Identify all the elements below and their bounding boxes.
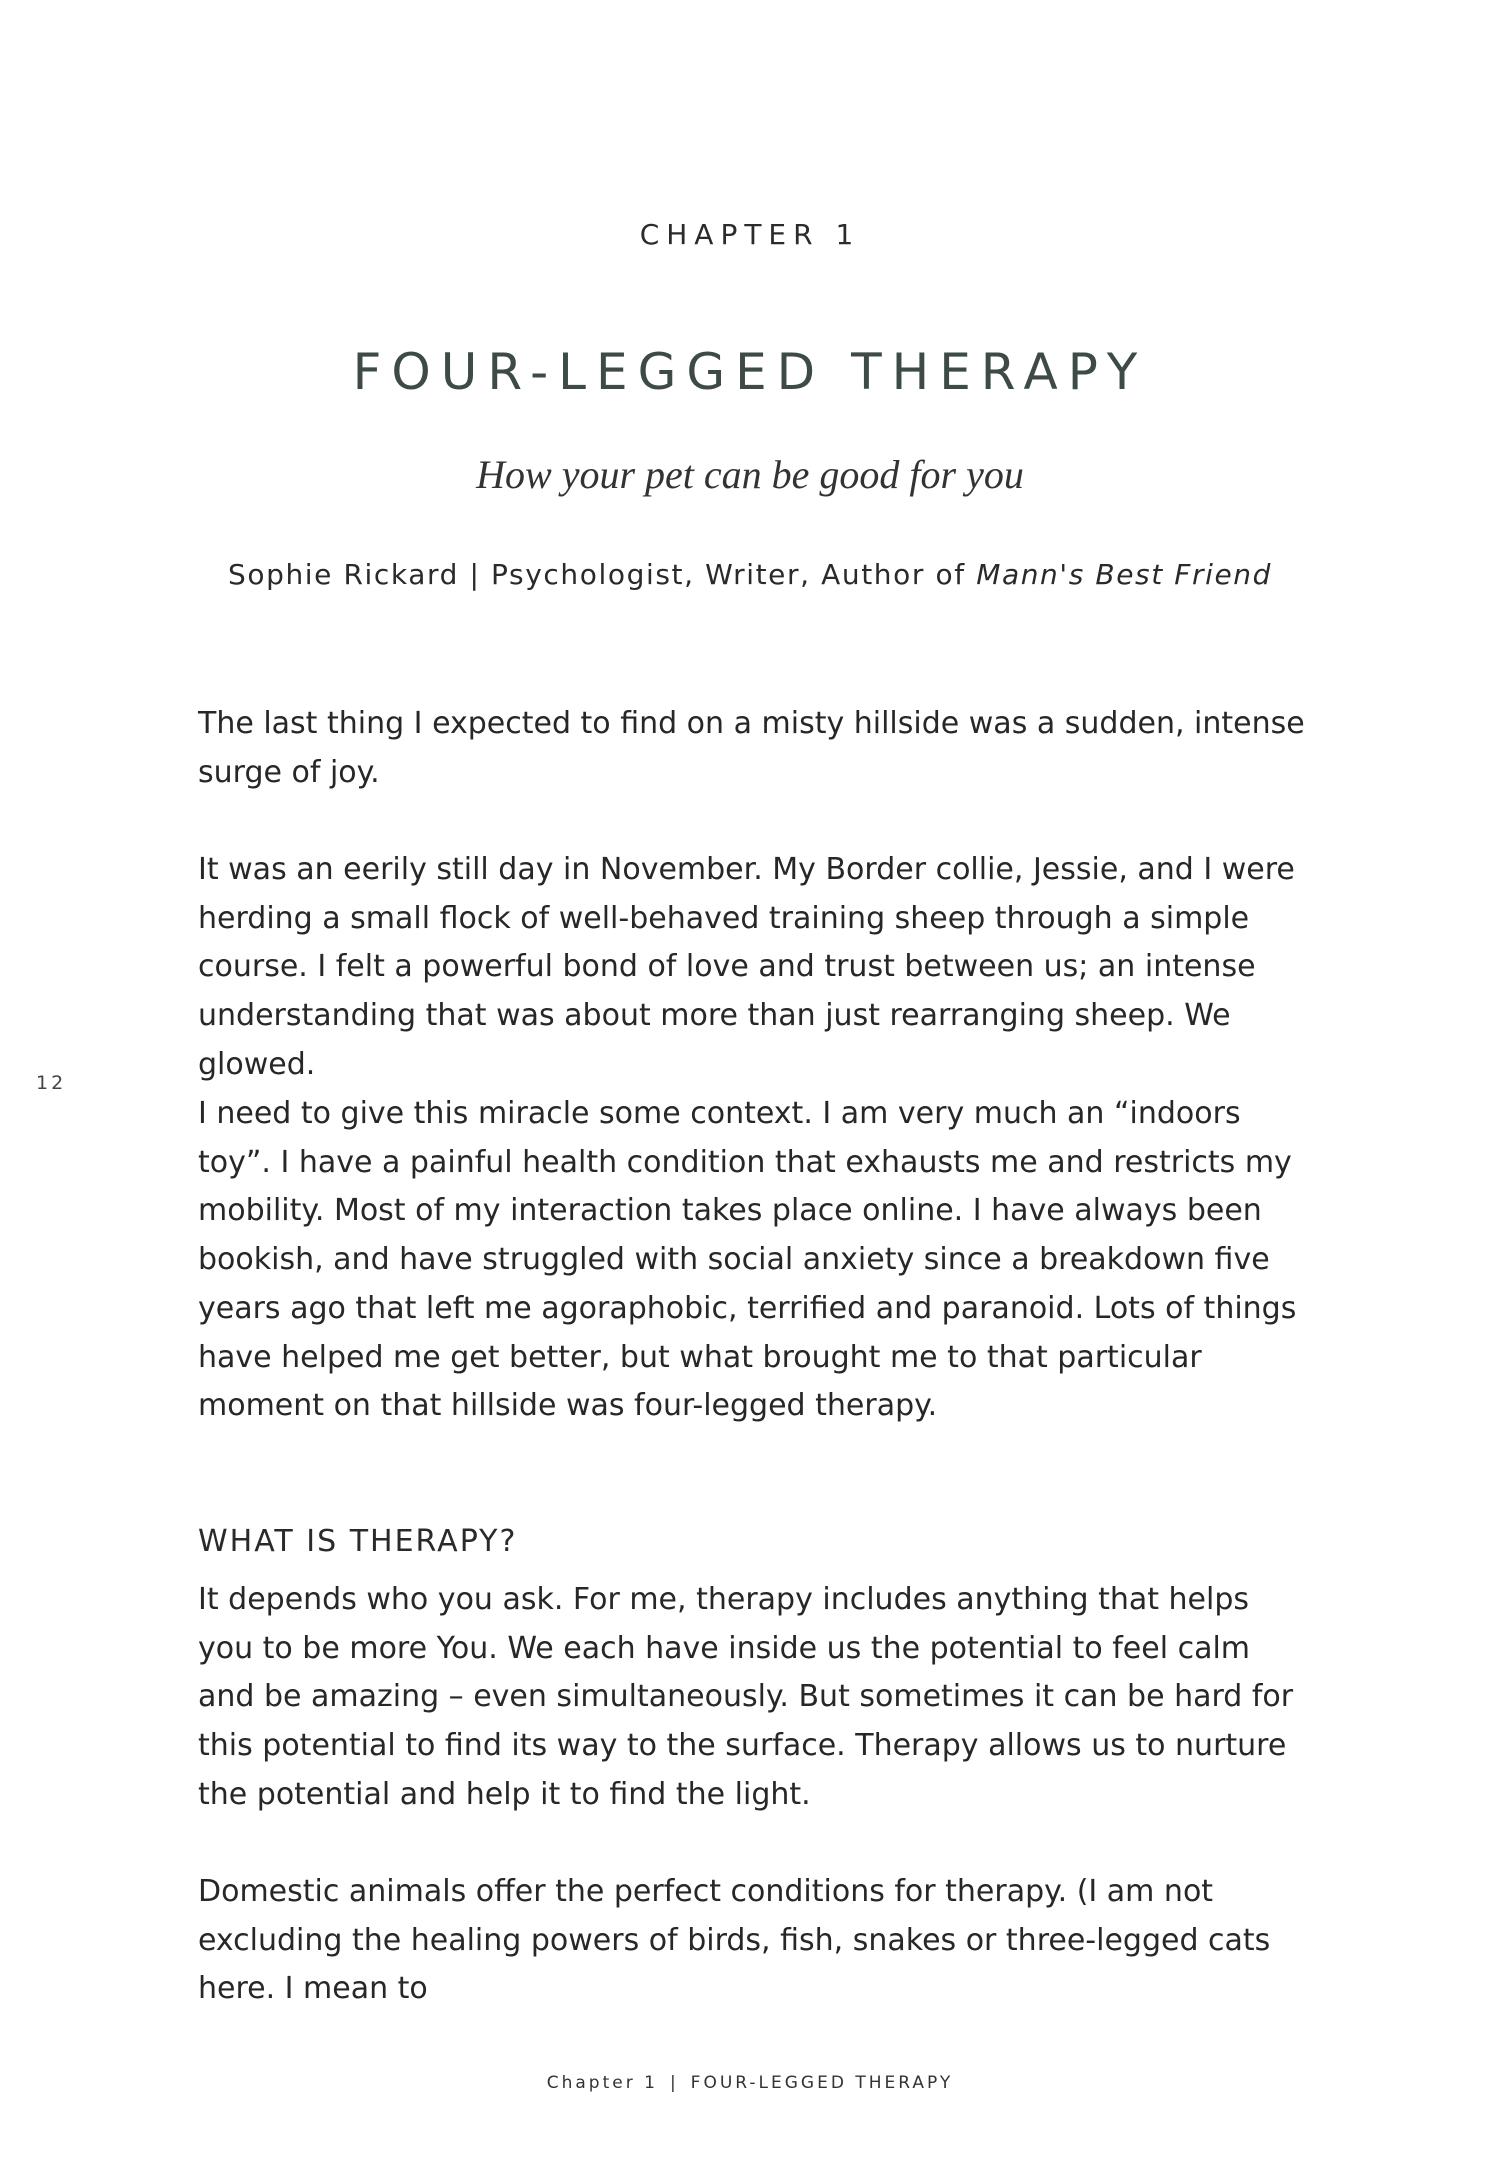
paragraph-text: Domestic animals offer the perfect conditions for therapy. (I am not excluding the healing powers of birds, fish, snakes or three-legged cats here. I mean to bbox=[198, 1874, 1271, 2007]
paragraph-text: I need to give this miracle some context. I am very much an “indoors toy”. I have a painful health condition that exhausts me and restricts my mobility. Most of my interaction takes place online. I have always been bookish, and have struggled with social anxiety since a breakdown five years ago that left me agoraphobic, terrified and paranoid. Lots of things have helped me get better, but what brought me to that particular moment on that hillside was four-legged therapy. bbox=[198, 1096, 1297, 1424]
page-number: 12 bbox=[36, 1072, 67, 1094]
chapter-label: CHAPTER 1 bbox=[639, 218, 861, 251]
footer-title: FOUR-LEGGED THERAPY bbox=[690, 2073, 954, 2093]
chapter-title: FOUR-LEGGED THERAPY bbox=[352, 343, 1148, 401]
paragraph-text: The last thing I expected to find on a misty hillside was a sudden, intense surge of joy. bbox=[198, 706, 1305, 790]
body-paragraph bbox=[198, 1868, 1313, 2014]
byline-book-title: Mann's Best Friend bbox=[976, 558, 1273, 591]
byline-author: Sophie Rickard | Psychologist, Writer, Author of bbox=[227, 558, 977, 591]
chapter-subtitle: How your pet can be good for you bbox=[476, 452, 1024, 497]
body-paragraph bbox=[198, 1090, 1313, 1431]
body-paragraph bbox=[198, 700, 1313, 797]
footer-chapter: Chapter 1 bbox=[546, 2073, 658, 2093]
paragraph-text: It depends who you ask. For me, therapy includes anything that helps you to be more You. We each have inside us the potential to feel calm and be amazing – even simultaneously. But sometimes it can be hard for this potential to find its way to the surface. Therapy allows us to nurture the potential and help it to find the light. bbox=[198, 1582, 1294, 1812]
running-footer bbox=[0, 2073, 1500, 2093]
footer-separator: | bbox=[669, 2073, 679, 2093]
paragraph-text: It was an eerily still day in November. My Border collie, Jessie, and I were herding a small flock of well-behaved training sheep through a simple course. I felt a powerful bond of love and trust between us; an intense understanding that was about more than just rearranging sheep. We glowed. bbox=[198, 852, 1295, 1082]
body-paragraph bbox=[198, 1576, 1313, 1820]
section-heading: WHAT IS THERAPY? bbox=[198, 1524, 518, 1559]
body-paragraph bbox=[198, 846, 1313, 1090]
author-byline bbox=[0, 558, 1500, 591]
